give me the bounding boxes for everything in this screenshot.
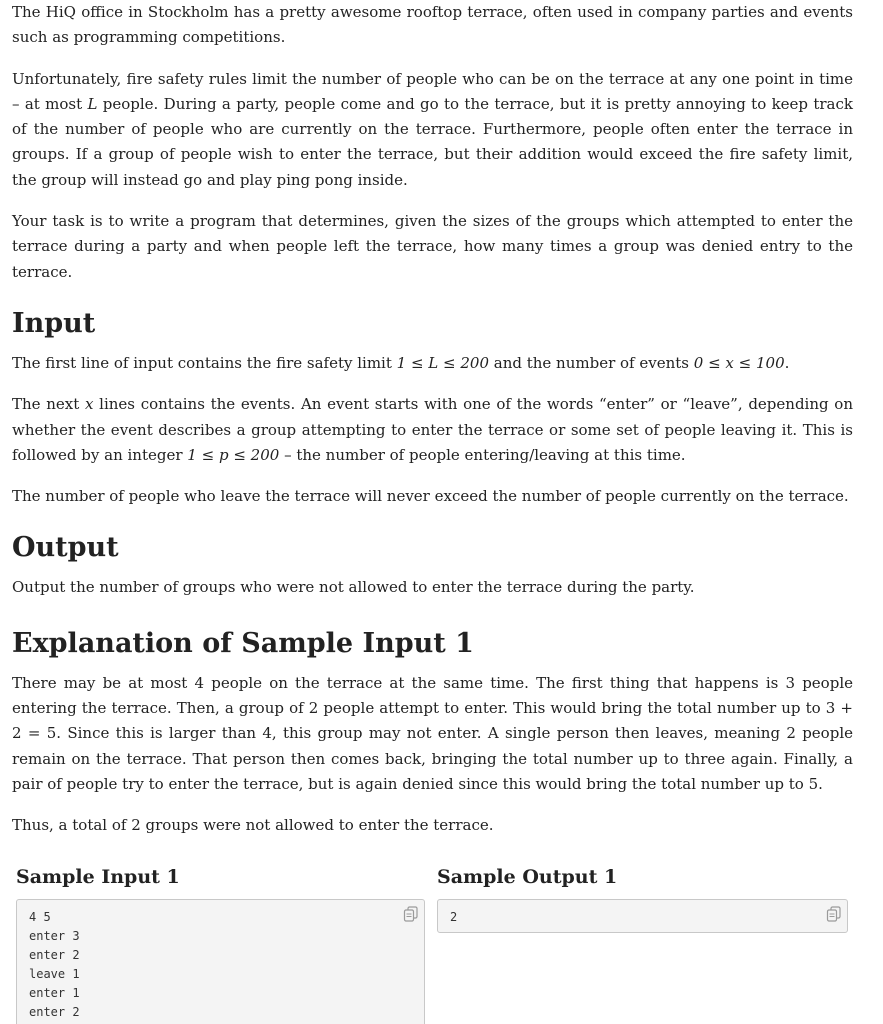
explanation-paragraph-1 (12, 671, 853, 797)
copy-icon[interactable] (825, 905, 843, 923)
input-paragraph-3: The number of people who leave the terrace will never exceed the number of people currently on the terrace. (12, 487, 849, 506)
text-segment: . (818, 774, 823, 793)
text-segment: people remain on the terrace. That person then comes back, bringing the total number up to three again. Finally, a pair of people try to enter the terrace, but is again denied since this would bring the total number up to (12, 724, 853, 793)
input-heading: Input (12, 307, 96, 339)
text-segment: lines contains the events. An event starts with one of the words “enter” or “leave”, depending on whether the event describes a group attempting to enter the terrace or some set of people leaving it. This is followed by an integer (12, 395, 853, 464)
math-limit-L: 1 ≤ L ≤ 200 (396, 353, 489, 372)
math-number: 2 (131, 816, 141, 835)
text-segment: people entering the terrace. Then, a group of (12, 673, 853, 718)
math-number: 3 (785, 673, 796, 692)
intro-paragraph-2 (12, 67, 853, 193)
sample-input-line: leave 1 (29, 967, 80, 981)
math-number: 4 (194, 673, 205, 692)
sample-output-lines (450, 908, 835, 927)
output-paragraph-1: Output the number of groups who were not allowed to enter the terrace during the party. (12, 578, 695, 597)
output-heading: Output (12, 532, 119, 564)
text-segment: groups were not allowed to enter the terrace. (140, 816, 494, 835)
math-var-L: L (87, 94, 98, 113)
text-segment: There may be at most (12, 673, 195, 692)
text-segment: and the number of events (488, 353, 694, 372)
text-segment: people on the terrace at the same time. The first thing that happens is (204, 673, 786, 692)
sample-output-line: 2 (450, 910, 458, 924)
input-paragraph-1 (12, 351, 853, 376)
math-number: 2 (786, 724, 796, 743)
math-limit-p: 1 ≤ p ≤ 200 (187, 445, 280, 464)
math-number: 4 (262, 724, 272, 743)
text-segment: The next (12, 395, 85, 414)
sample-input-line: enter 2 (29, 948, 80, 962)
sample-input-lines (29, 908, 412, 1022)
copy-icon[interactable] (402, 905, 420, 923)
text-segment: Unfortunately, fire safety rules limit the number of people who can be on the terrace at any one point in time – at most (12, 69, 853, 113)
sample-input-line: enter 3 (29, 929, 80, 943)
text-segment: . Since this is larger than (56, 724, 263, 743)
explanation-paragraph-2 (12, 813, 853, 838)
sample-input-block (16, 862, 427, 1019)
explanation-heading: Explanation of Sample Input 1 (12, 627, 474, 659)
math-number: 5 (808, 774, 819, 793)
sample-input-line: 4 5 (29, 910, 51, 924)
text-segment: The first line of input contains the fire safety limit (12, 353, 397, 372)
math-var-x: x (84, 395, 94, 414)
text-segment: people attempt to enter. This would bring the total number up to (318, 699, 826, 718)
text-segment: . (784, 353, 790, 372)
sample-output-box[interactable] (437, 899, 848, 933)
math-expression: 3 + 2 = 5 (12, 699, 853, 743)
text-segment: , this group may not enter. A single person then leaves, meaning (271, 724, 787, 743)
text-segment: people. During a party, people come and go to the terrace, but it is pretty annoying to keep track of the number of people who are currently on the terrace. Furthermore, people often enter the terrace in groups. If a group of people wish to enter the terrace, but their addition would exceed the fire safety limit, the group will instead go and play ping pong inside. (12, 94, 853, 189)
sample-input-title: Sample Input 1 (16, 866, 180, 888)
math-limit-x: 0 ≤ x ≤ 100 (693, 353, 785, 372)
sample-output-block (437, 862, 848, 924)
sample-input-line: enter 2 (29, 1005, 80, 1019)
intro-paragraph-1: The HiQ office in Stockholm has a pretty awesome rooftop terrace, often used in company parties and events such as programming competitions. (12, 3, 853, 47)
intro-paragraph-3: Your task is to write a program that determines, given the sizes of the groups which attempted to enter the terrace during a party and when people left the terrace, how many times a group was denied entry to the terrace. (12, 212, 853, 281)
sample-input-box[interactable] (16, 899, 425, 1024)
problem-statement (12, 0, 853, 855)
sample-output-title: Sample Output 1 (437, 866, 618, 888)
sample-input-line: enter 1 (29, 986, 80, 1000)
text-segment: – the number of people entering/leaving at this time. (279, 445, 686, 464)
text-segment: Thus, a total of (12, 816, 132, 835)
math-number: 2 (308, 699, 319, 718)
input-paragraph-2 (12, 392, 853, 468)
